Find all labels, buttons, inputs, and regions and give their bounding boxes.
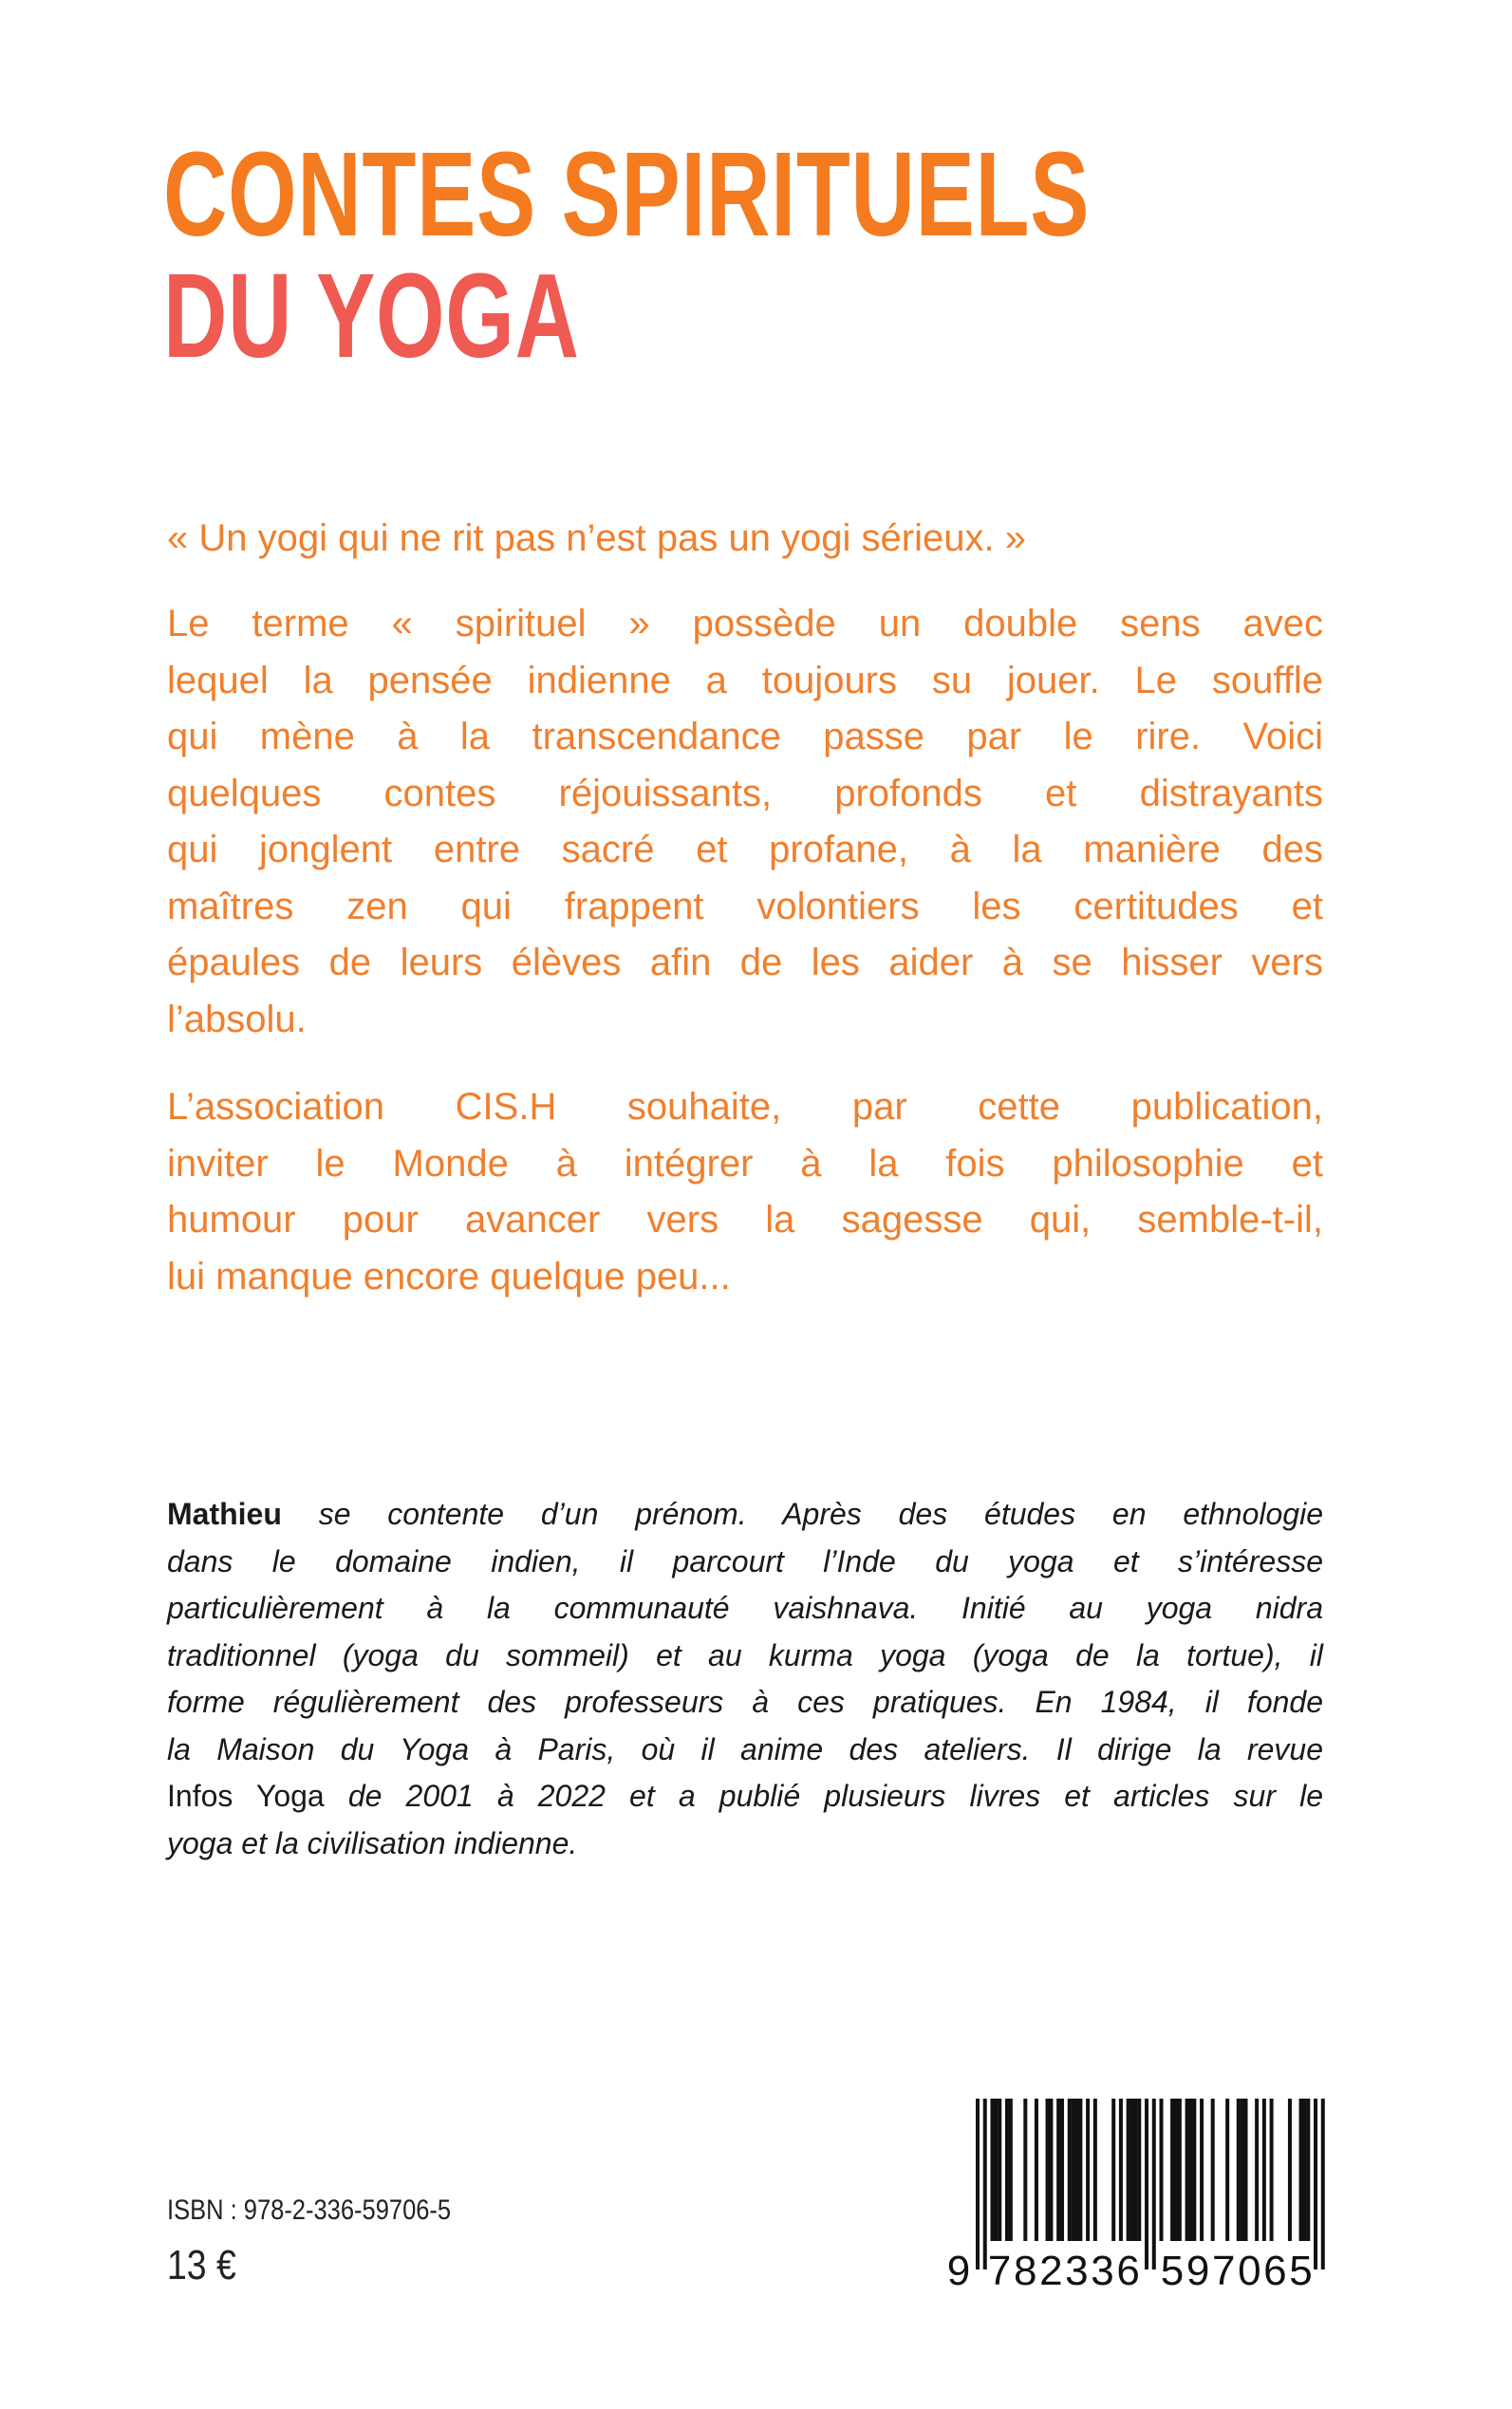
barcode-digit: 5 (1160, 2248, 1185, 2294)
bio-line: forme régulièrement des professeurs à ces pratiques. En 1984, il fonde (167, 1685, 1323, 1719)
barcode-bar (1321, 2099, 1325, 2269)
barcode-digit: 3 (1065, 2248, 1089, 2294)
paragraph-line: qui jonglent entre sacré et profane, à la manière des (167, 829, 1323, 870)
barcode-bar (1119, 2099, 1123, 2241)
barcode-bar (1185, 2099, 1189, 2241)
barcode-bar (1072, 2099, 1075, 2241)
barcode-bar (1200, 2099, 1204, 2241)
barcode-digit: 3 (1091, 2248, 1114, 2294)
barcode-bar (990, 2099, 994, 2241)
barcode-bar (1078, 2099, 1082, 2241)
barcode-bar (1188, 2099, 1192, 2241)
barcode-bar (1211, 2099, 1215, 2241)
barcode-digit: 9 (946, 2248, 971, 2294)
barcode-bar (1314, 2099, 1317, 2269)
barcode-bar (1145, 2099, 1148, 2269)
barcode-bar (1244, 2099, 1248, 2241)
barcode-bar (976, 2099, 980, 2269)
barcode-digit: 6 (1263, 2248, 1287, 2294)
ean13-barcode (940, 2093, 1338, 2297)
barcode-bar (1046, 2099, 1050, 2241)
barcode-bar (1130, 2099, 1134, 2241)
barcode-bar (1111, 2099, 1115, 2241)
barcode-bar (1137, 2099, 1141, 2241)
barcode-digit: 7 (987, 2248, 1012, 2294)
bio-line (167, 1491, 1323, 1539)
barcode-bar (1262, 2099, 1266, 2241)
barcode-bar (1035, 2099, 1038, 2241)
paragraph-line: qui mène à la transcendance passe par le rire. Voici (167, 716, 1323, 757)
bio-text: de 2001 à 2022 et a publié plusieurs livres et articles sur le (324, 1779, 1324, 1813)
barcode-bar (1170, 2099, 1174, 2241)
barcode-bar (983, 2099, 987, 2269)
barcode-bar (1178, 2099, 1182, 2241)
barcode-bar (998, 2099, 1001, 2241)
barcode-bar (1299, 2099, 1303, 2241)
paragraph-line: l’absolu. (167, 998, 307, 1040)
paragraph-line: maîtres zen qui frappent volontiers les certitudes et (167, 885, 1323, 927)
blurb-paragraph-1 (167, 596, 1323, 1048)
isbn: ISBN : 978-2-336-59706-5 (167, 2194, 452, 2226)
bio-line: la Maison du Yoga à Paris, où il anime des ateliers. Il dirige la revue (167, 1731, 1323, 1766)
barcode-bar (1152, 2099, 1156, 2269)
barcode-bar (1255, 2099, 1259, 2241)
book-title-line-2: DU YOGA (163, 249, 580, 383)
barcode-bar (1174, 2099, 1178, 2241)
barcode-bar (1237, 2099, 1241, 2241)
barcode-digit: 0 (1238, 2248, 1261, 2294)
barcode-digit: 9 (1185, 2248, 1210, 2294)
paragraph-line: Le terme « spirituel » possède un double sens avec (167, 603, 1323, 644)
barcode-bar (1160, 2099, 1164, 2241)
barcode-bar (1241, 2099, 1244, 2241)
author-bio (167, 1491, 1323, 1867)
bio-line: particulièrement à la communauté vaishnava. Initié au yoga nidra (167, 1591, 1323, 1625)
bio-text: se contente d’un prénom. Après des études en ethnologie (281, 1497, 1323, 1531)
barcode-digit: 7 (1211, 2248, 1236, 2294)
barcode-bar (1302, 2099, 1306, 2241)
barcode-bar (1192, 2099, 1196, 2241)
magazine-name: Infos Yoga (167, 1779, 325, 1813)
barcode-bar (1288, 2099, 1292, 2241)
paragraph-line: épaules de leurs élèves afin de les aider à se hisser vers (167, 942, 1323, 983)
barcode-digit: 5 (1289, 2248, 1313, 2294)
barcode-bar (1068, 2099, 1072, 2241)
bio-line: dans le domaine indien, il parcourt l’Inde du yoga et s’intéresse (167, 1543, 1323, 1578)
barcode-digit: 8 (1014, 2248, 1037, 2294)
barcode-bar (1270, 2099, 1274, 2241)
book-title-line-1: CONTES SPIRITUELS (163, 127, 1091, 261)
barcode-bar (1056, 2099, 1060, 2241)
barcode-bar (1133, 2099, 1137, 2241)
author-name: Mathieu (167, 1497, 282, 1531)
bio-line: traditionnel (yoga du sommeil) et au kurma yoga (yoga de la tortue), il (167, 1637, 1323, 1672)
barcode-bar (1005, 2099, 1009, 2241)
barcode-bar (1127, 2099, 1130, 2241)
price: 13 € (167, 2242, 236, 2288)
paragraph-line: lequel la pensée indienne a toujours su jouer. Le souffle (167, 659, 1323, 701)
barcode-digit: 2 (1039, 2248, 1063, 2294)
barcode-bar (1093, 2099, 1097, 2241)
barcode-bar (1023, 2099, 1027, 2241)
paragraph-line: inviter le Monde à intégrer à la fois philosophie et (167, 1142, 1323, 1185)
barcode-digit: 6 (1116, 2248, 1140, 2294)
barcode-bar (1074, 2099, 1078, 2241)
barcode-bar (1225, 2099, 1229, 2241)
barcode-bar (1060, 2099, 1064, 2241)
epigraph-quote (167, 511, 1323, 568)
barcode-bar (1086, 2099, 1090, 2241)
bio-line (167, 1773, 1323, 1821)
paragraph-line: lui manque encore quelque peu... (167, 1255, 731, 1298)
blurb-paragraph-2 (167, 1079, 1323, 1305)
barcode-bar (994, 2099, 998, 2241)
barcode-bar (1009, 2099, 1013, 2241)
paragraph-line: L’association CIS.H souhaite, par cette publication, (167, 1086, 1323, 1128)
quote-text: « Un yogi qui ne rit pas n’est pas un yogi sérieux. » (167, 517, 1026, 559)
barcode-bar (1306, 2099, 1310, 2241)
paragraph-line: humour pour avancer vers la sagesse qui, semble-t-il, (167, 1199, 1323, 1241)
barcode-bar (1049, 2099, 1053, 2241)
bio-line: yoga et la civilisation indienne. (167, 1825, 578, 1860)
paragraph-line: quelques contes réjouissants, profonds et distrayants (167, 772, 1323, 814)
